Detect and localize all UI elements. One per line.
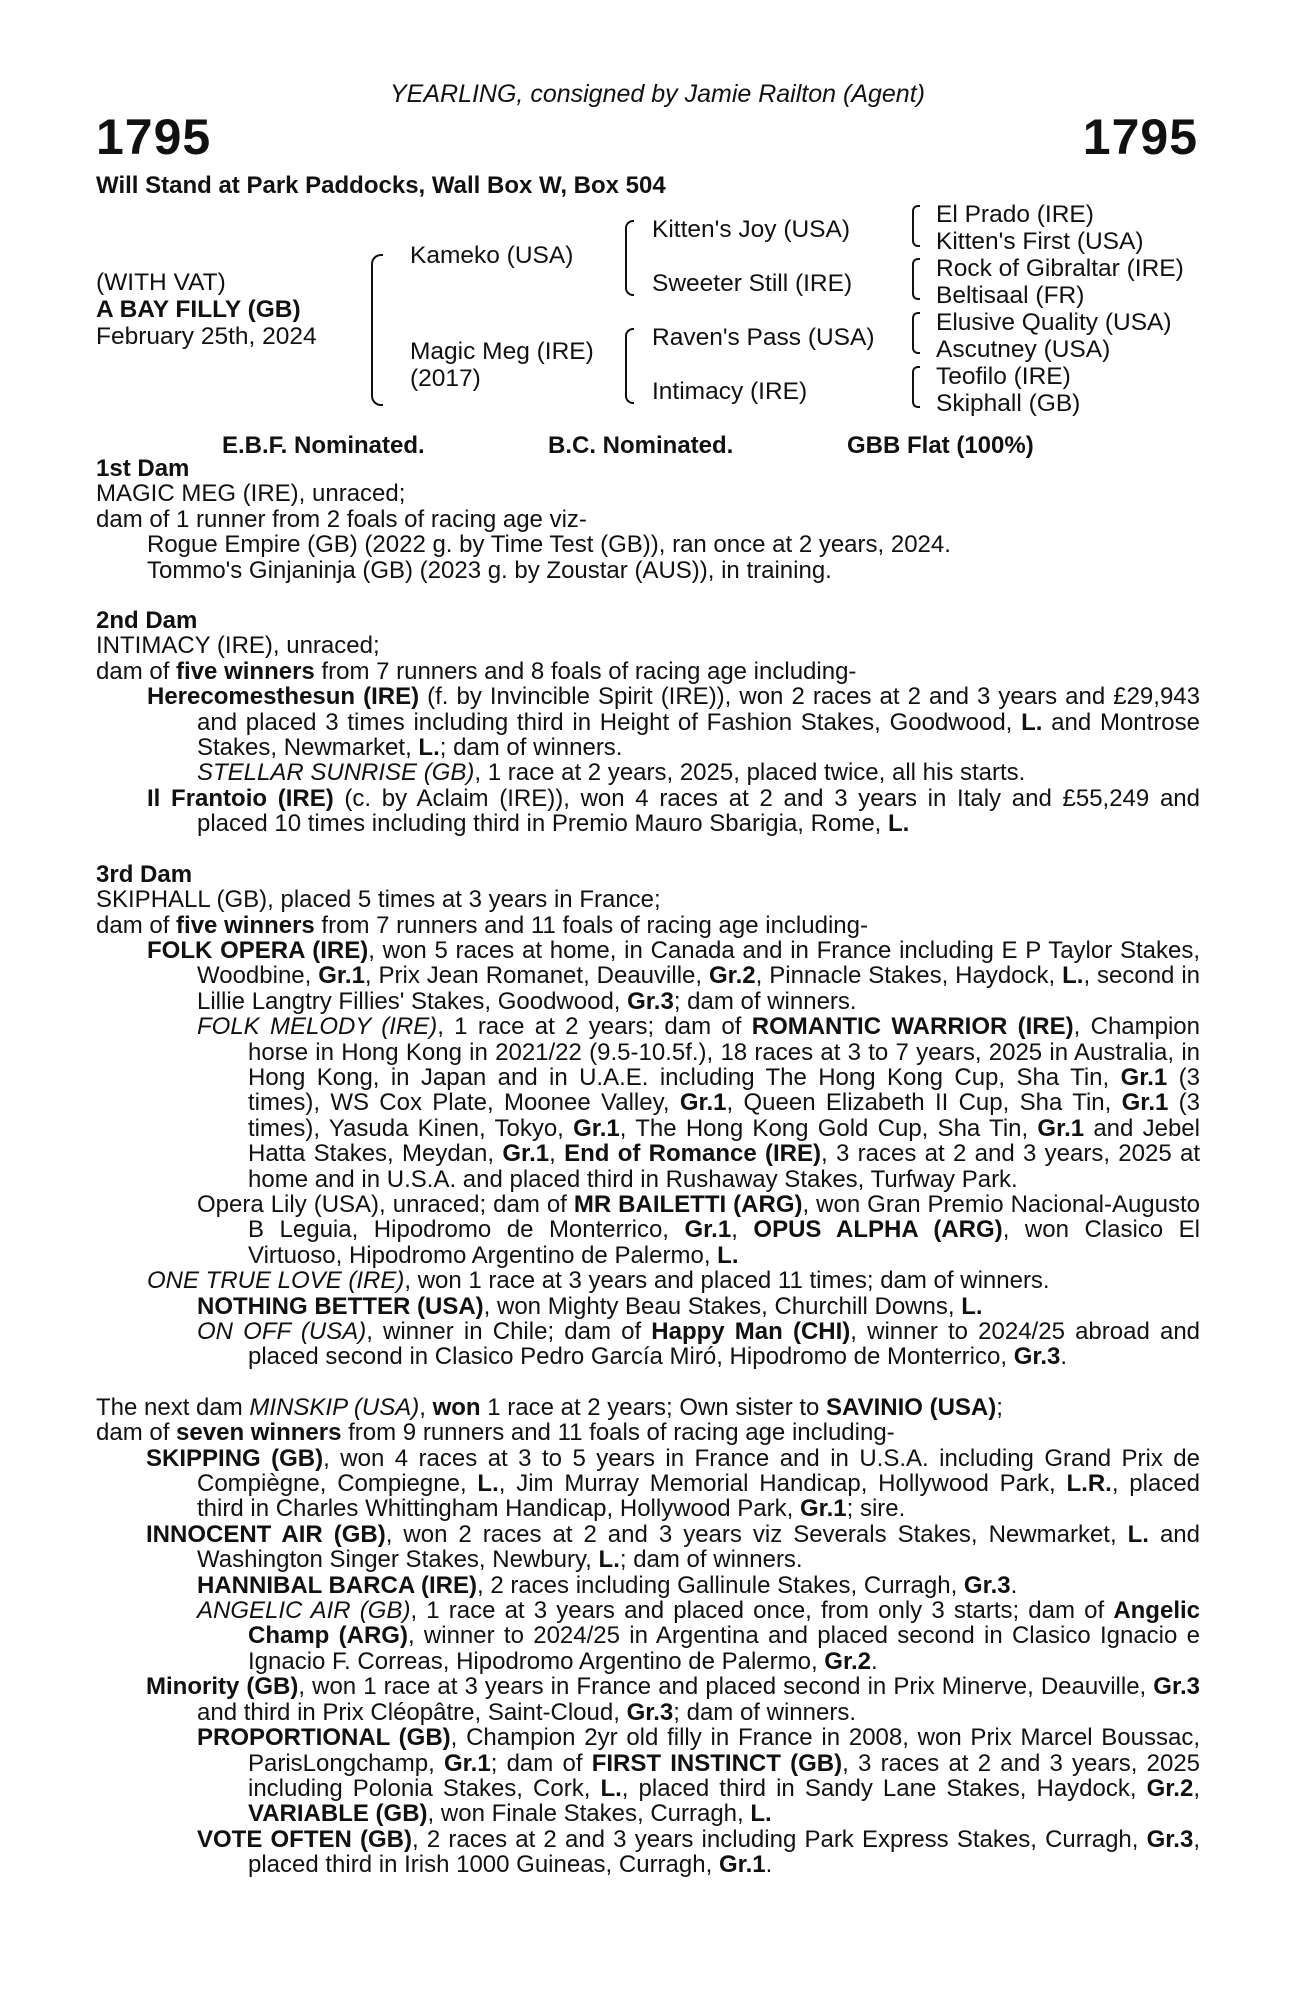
first-dam-summary: dam of 1 runner from 2 foals of racing age viz-: [96, 505, 587, 533]
second-dam-line: INTIMACY (IRE), unraced;: [96, 632, 380, 660]
pedigree-brace-g1: [912, 205, 920, 247]
first-dam-produce-1: Rogue Empire (GB) (2022 g. by Time Test (GB)), ran once at 2 years, 2024.: [147, 531, 951, 559]
pedigree-brace-dam: [625, 328, 634, 404]
pedigree-gg8: Skiphall (GB): [936, 390, 1081, 417]
catalogue-body: [96, 456, 1200, 1878]
pedigree-gg7: Teofilo (IRE): [936, 363, 1071, 390]
third-dam-line: SKIPHALL (GB), placed 5 times at 3 years in France;: [96, 886, 661, 914]
pedigree-brace-main: [371, 254, 383, 406]
next-dam-line: The next dam MINSKIP (USA), won 1 race at 2 years; Own sister to SAVINIO (USA);: [96, 1393, 1003, 1421]
pedigree-dam-sire: Raven's Pass (USA): [652, 324, 875, 351]
pedigree-brace-sire: [625, 220, 634, 296]
next-dam-entry-innocent-air: INNOCENT AIR (GB), won 2 races at 2 and 3 years viz Severals Stakes, Newmarket, L. and Washington Singer Stakes, Newbury, L.; dam of winners.: [146, 1520, 1200, 1574]
pedigree-dam-year: (2017): [410, 365, 481, 392]
pedigree-sire: Kameko (USA): [410, 242, 574, 269]
pedigree-dam: Magic Meg (IRE): [410, 338, 594, 365]
first-dam-line: MAGIC MEG (IRE), unraced;: [96, 480, 406, 508]
vat-note: (WITH VAT): [96, 269, 226, 296]
first-dam-produce-2: Tommo's Ginjaninja (GB) (2023 g. by Zoustar (AUS)), in training.: [147, 556, 832, 584]
pedigree-brace-g3: [912, 312, 920, 354]
third-dam-entry-on-off: ON OFF (USA), winner in Chile; dam of Happy Man (CHI), winner to 2024/25 abroad and placed second in Clasico Pedro García Miró, Hipodromo de Monterrico, Gr.3.: [197, 1318, 1201, 1371]
second-dam-entry-stellar-sunrise: STELLAR SUNRISE (GB), 1 race at 2 years, 2025, placed twice, all his starts.: [197, 759, 1026, 787]
pedigree-brace-g2: [912, 258, 920, 300]
next-dam-entry-proportional: PROPORTIONAL (GB), Champion 2yr old filly in France in 2008, won Prix Marcel Boussac, ParisLongchamp, Gr.1; dam of FIRST INSTINCT (GB), 3 races at 2 and 3 years, 2025 including Polonia Stakes, Cork, L., placed third in Sandy Lane Stakes, Haydock, Gr.2, VARIABLE (GB), won Finale Stakes, Curragh, L.: [197, 1724, 1201, 1828]
first-dam-heading: 1st Dam: [96, 455, 190, 482]
next-dam-entry-skipping: SKIPPING (GB), won 4 races at 3 to 5 years in France and in U.S.A. including Grand Prix de Compiègne, Compiegne, L., Jim Murray Memorial Handicap, Hollywood Park, L.R., placed third in Charles Whittingham Handicap, Hollywood Park, Gr.1; sire.: [146, 1444, 1201, 1523]
next-dam-entry-hannibal-barca: HANNIBAL BARCA (IRE), 2 races including Gallinule Stakes, Curragh, Gr.3.: [197, 1571, 1018, 1599]
pedigree-dam-dam: Intimacy (IRE): [652, 378, 808, 405]
next-dam-entry-vote-often: VOTE OFTEN (GB), 2 races at 2 and 3 years including Park Express Stakes, Curragh, Gr.3, placed third in Irish 1000 Guineas, Curragh, Gr.1.: [197, 1825, 1200, 1879]
third-dam-summary: dam of five winners from 7 runners and 11 foals of racing age including-: [96, 911, 868, 939]
pedigree-sire-sire: Kitten's Joy (USA): [652, 216, 851, 243]
pedigree-gg4: Beltisaal (FR): [936, 282, 1085, 309]
third-dam-entry-nothing-better: NOTHING BETTER (USA), won Mighty Beau Stakes, Churchill Downs, L.: [197, 1292, 983, 1320]
ebf-nomination: E.B.F. Nominated.: [222, 432, 425, 459]
next-dam-entry-angelic-air: ANGELIC AIR (GB), 1 race at 3 years and placed once, from only 3 starts; dam of Angelic Champ (ARG), winner to 2024/25 in Argentina and placed second in Clasico Ignacio e Ignacio F. Correas, Hipodromo Argentino de Palermo, Gr.2.: [197, 1597, 1200, 1675]
second-dam-entry-herecomesthesun: Herecomesthesun (IRE) (f. by Invincible Spirit (IRE)), won 2 races at 2 and 3 years and £29,943 and placed 3 times including third in Height of Fashion Stakes, Goodwood, L. and Montrose Stakes, Newmarket, L.; dam of winners.: [147, 683, 1201, 762]
horse-dob: February 25th, 2024: [96, 323, 317, 350]
second-dam-entry-il-frantoio: Il Frantoio (IRE) (c. by Aclaim (IRE)), won 4 races at 2 and 3 years in Italy and £55,249 and placed 10 times including third in Premio Mauro Sbarigia, Rome, L.: [147, 784, 1200, 838]
pedigree-brace-g4: [912, 366, 920, 408]
pedigree-gg6: Ascutney (USA): [936, 336, 1111, 363]
pedigree-gg5: Elusive Quality (USA): [936, 309, 1172, 336]
consignor-subtitle: YEARLING, consigned by Jamie Railton (Agent): [390, 80, 925, 108]
horse-name: A BAY FILLY (GB): [96, 296, 301, 323]
third-dam-entry-opera-lily: Opera Lily (USA), unraced; dam of MR BAILETTI (ARG), won Gran Premio Nacional-Augusto B Leguia, Hipodromo de Monterrico, Gr.1, OPUS ALPHA (ARG), won Clasico El Virtuoso, Hipodromo Argentino de Palermo, L.: [197, 1190, 1201, 1269]
third-dam-heading: 3rd Dam: [96, 860, 193, 888]
pedigree-gg1: El Prado (IRE): [936, 201, 1094, 228]
third-dam-entry-one-true-love: ONE TRUE LOVE (IRE), won 1 race at 3 years and placed 11 times; dam of winners.: [147, 1267, 1050, 1295]
stand-location: Will Stand at Park Paddocks, Wall Box W, Box 504: [96, 172, 666, 199]
third-dam-entry-folk-melody: FOLK MELODY (IRE), 1 race at 2 years; dam of ROMANTIC WARRIOR (IRE), Champion horse in Hong Kong in 2021/22 (9.5-10.5f.), 18 races at 3 to 7 years, 2025 in Australia, in Hong Kong, in Japan and in U.A.E. including The Hong Kong Cup, Sha Tin, Gr.1 (3 times), WS Cox Plate, Moonee Valley, Gr.1, Queen Elizabeth II Cup, Sha Tin, Gr.1 (3 times), Yasuda Kinen, Tokyo, Gr.1, The Hong Kong Gold Cup, Sha Tin, Gr.1 and Jebel Hatta Stakes, Meydan, Gr.1, End of Romance (IRE), 3 races at 2 and 3 years, 2025 at home and in U.S.A. and placed third in Rushaway Stakes, Turfway Park.: [197, 1013, 1201, 1193]
lot-number-left: 1795: [96, 109, 212, 165]
pedigree-gg3: Rock of Gibraltar (IRE): [936, 255, 1184, 282]
pedigree-sire-dam: Sweeter Still (IRE): [652, 270, 853, 297]
bc-nomination: B.C. Nominated.: [548, 432, 734, 459]
next-dam-entry-minority: Minority (GB), won 1 race at 3 years in France and placed second in Prix Minerve, Deauville, Gr.3 and third in Prix Cléopâtre, Saint-Cloud, Gr.3; dam of winners.: [146, 1673, 1200, 1726]
second-dam-summary: dam of five winners from 7 runners and 8 foals of racing age including-: [96, 657, 857, 685]
lot-number-right: 1795: [1082, 109, 1198, 165]
next-dam-summary: dam of seven winners from 9 runners and 11 foals of racing age including-: [96, 1419, 895, 1447]
second-dam-heading: 2nd Dam: [96, 607, 198, 635]
gbb-nomination: GBB Flat (100%): [847, 432, 1034, 459]
third-dam-entry-folk-opera: FOLK OPERA (IRE), won 5 races at home, in Canada and in France including E P Taylor Stakes, Woodbine, Gr.1, Prix Jean Romanet, Deauville, Gr.2, Pinnacle Stakes, Haydock, L., second in Lillie Langtry Fillies' Stakes, Goodwood, Gr.3; dam of winners.: [147, 936, 1201, 1015]
pedigree-gg2: Kitten's First (USA): [936, 228, 1144, 255]
